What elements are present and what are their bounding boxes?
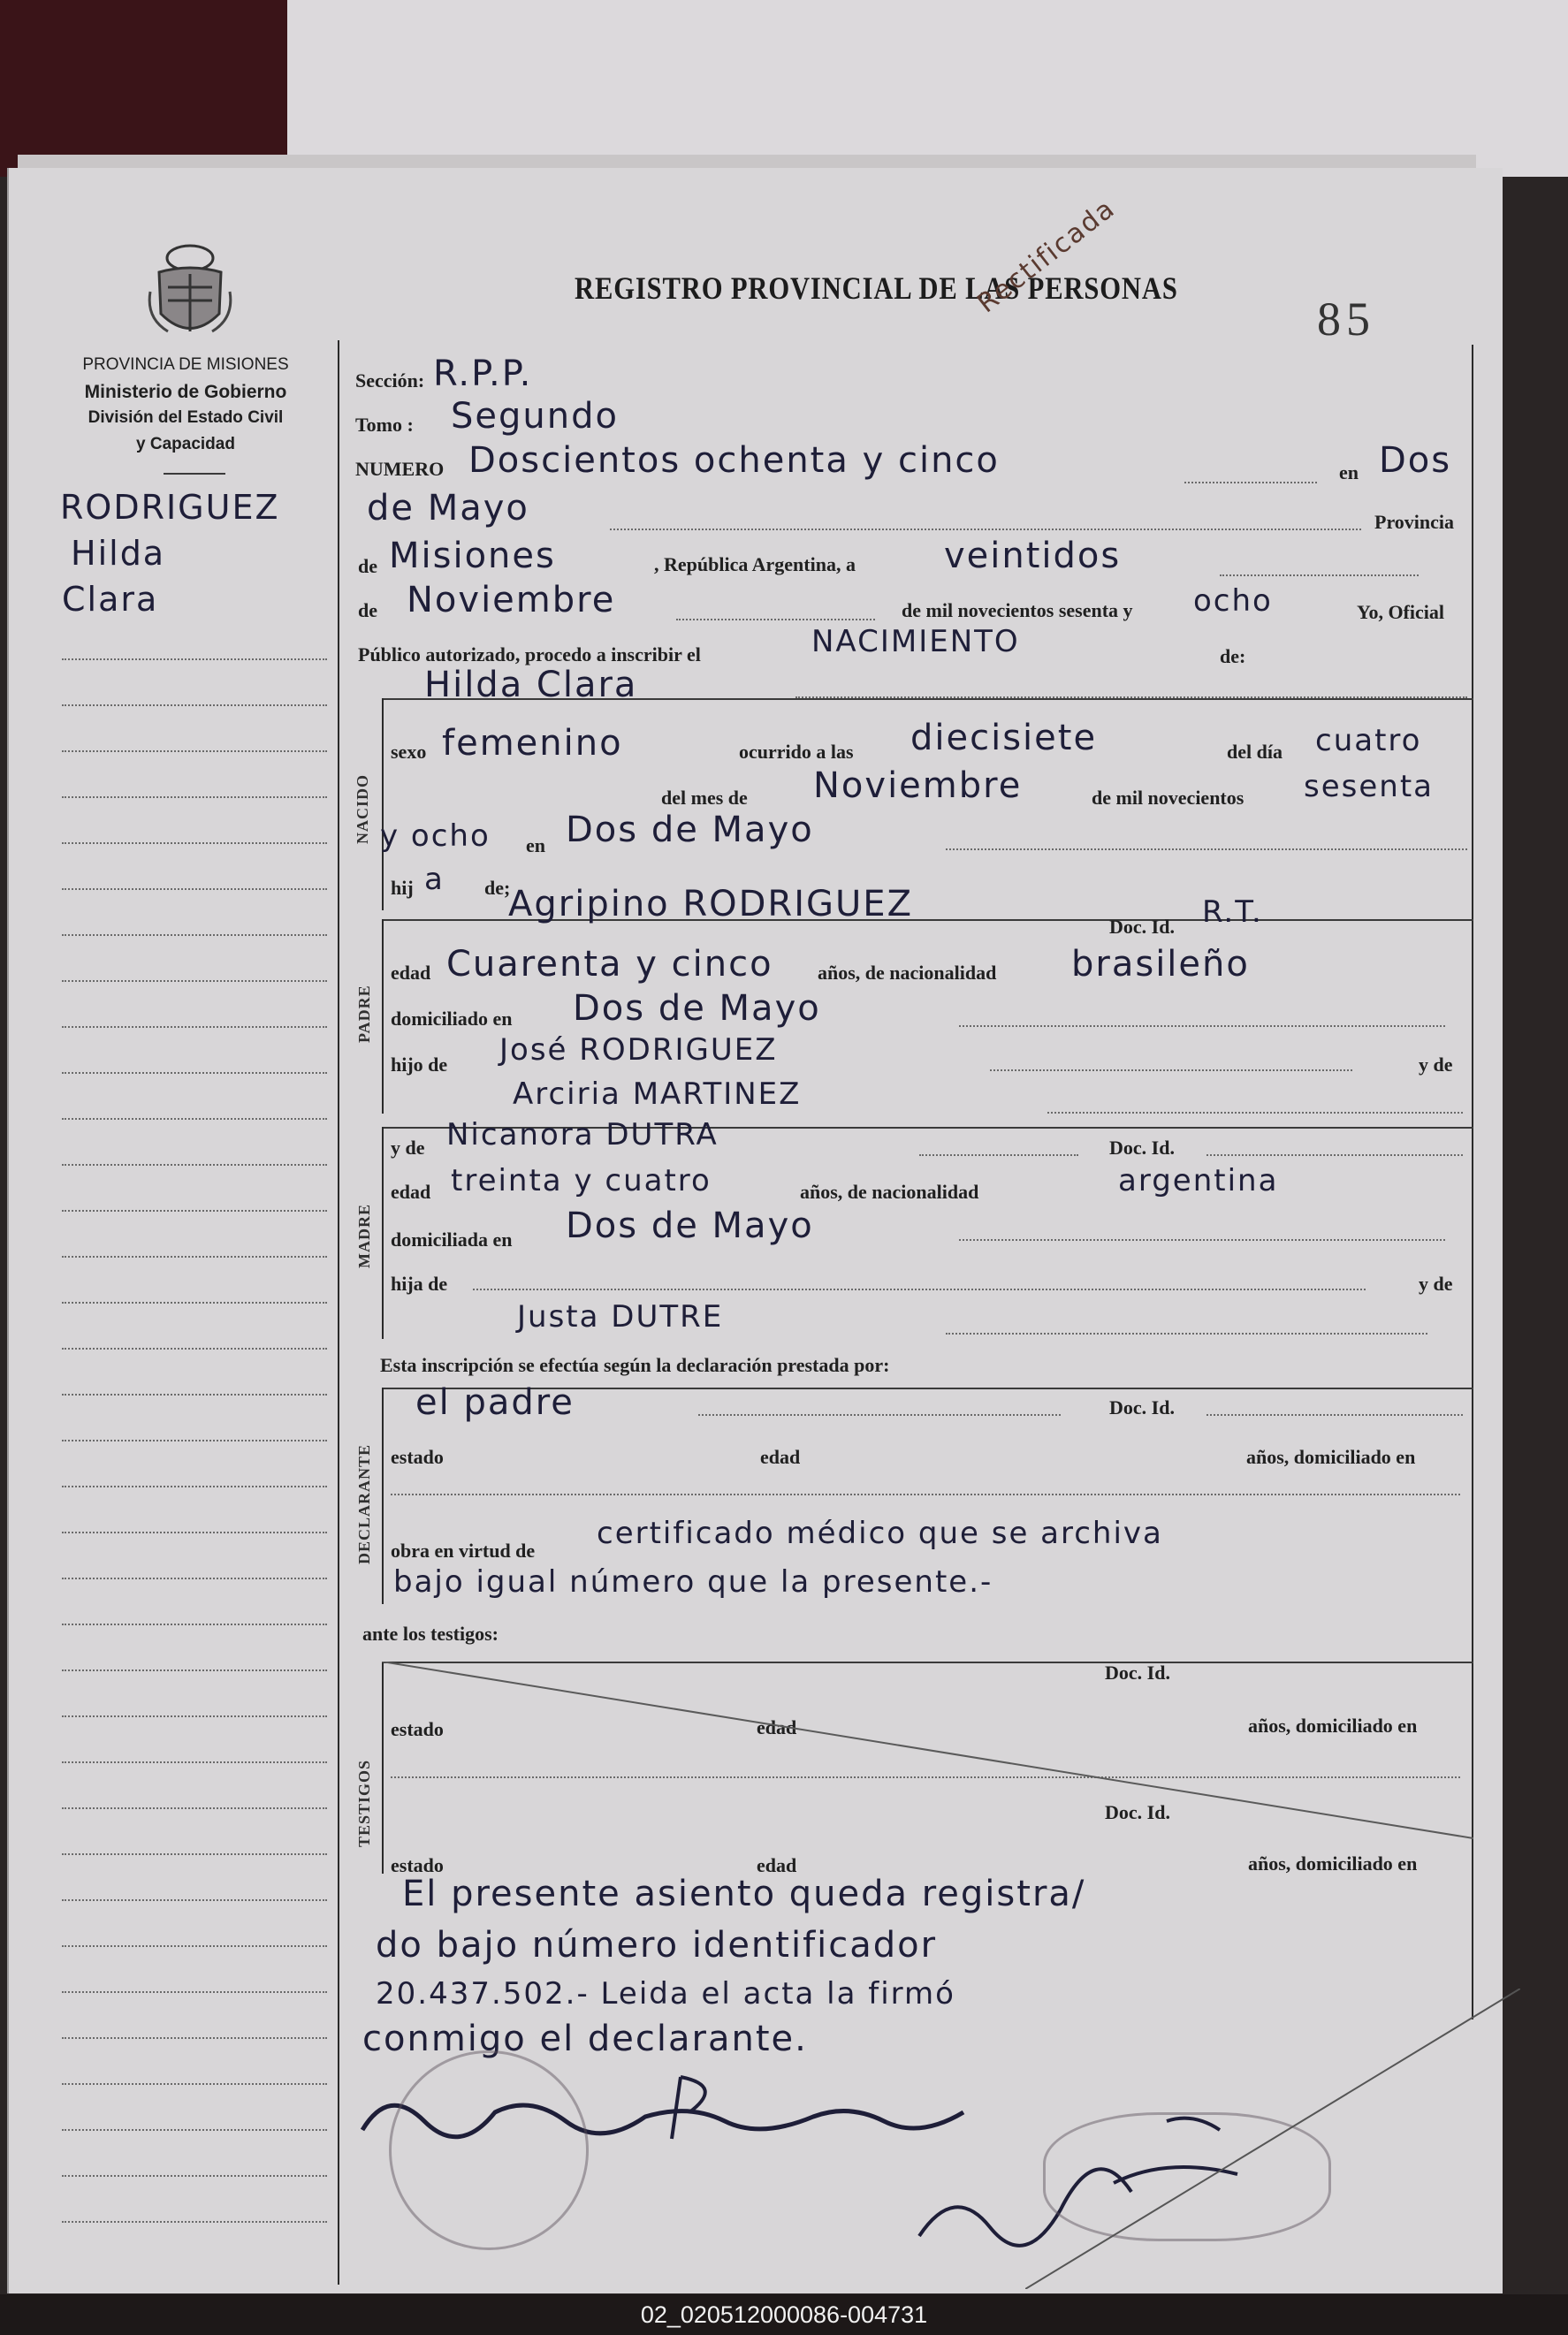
box-line	[382, 698, 384, 910]
ministry-heading: Ministerio de Gobierno	[84, 382, 287, 402]
label-edad-padre: edad	[391, 962, 431, 984]
value-obra-1: certificado médico que se archiva	[597, 1516, 1163, 1551]
margin-line	[62, 658, 327, 660]
label-de: de	[358, 555, 377, 577]
label-dom-padre: domiciliado en	[391, 1008, 513, 1030]
closing-stroke	[1025, 1989, 1520, 2289]
note-line-1: El presente asiento queda registra/	[402, 1874, 1086, 1914]
note-line-4: conmigo el declarante.	[362, 2019, 808, 2059]
value-provincia: Misiones	[389, 536, 556, 576]
coat-of-arms-icon	[141, 239, 239, 345]
margin-line	[62, 1761, 327, 1763]
label-publico: Público autorizado, procedo a inscribir el	[358, 643, 701, 666]
margin-line	[62, 2221, 327, 2223]
label-numero: NUMERO	[355, 458, 445, 480]
label-estado-t1: estado	[391, 1718, 444, 1740]
label-doc-padre: Doc. Id.	[1109, 916, 1175, 938]
value-declarante: el padre	[415, 1382, 575, 1423]
margin-line	[62, 1578, 327, 1579]
margin-line	[62, 1945, 327, 1947]
dotline	[959, 1239, 1445, 1241]
margin-line	[62, 1256, 327, 1258]
image-id: 02_020512000086-004731	[0, 2294, 1568, 2335]
margin-rule	[338, 340, 339, 2285]
value-anio-nac: sesenta	[1304, 769, 1434, 804]
value-abuelo-p: José RODRIGUEZ	[499, 1032, 778, 1068]
label-en: en	[1339, 461, 1359, 483]
label-obra: obra en virtud de	[391, 1540, 536, 1562]
label-del-dia: del día	[1227, 741, 1283, 763]
margin-line	[62, 1853, 327, 1855]
margin-line	[62, 1624, 327, 1625]
dotline	[676, 619, 875, 620]
margin-line	[62, 1991, 327, 1993]
value-lugar: de Mayo	[367, 488, 529, 529]
division-heading-2: y Capacidad	[136, 435, 235, 453]
margin-name-2: Clara	[62, 580, 159, 619]
label-estado-t2: estado	[391, 1854, 444, 1876]
value-lugar-nac: Dos de Mayo	[566, 810, 814, 850]
heading-rule	[164, 473, 225, 475]
value-nombre: Hilda Clara	[424, 665, 638, 705]
margin-line	[62, 2175, 327, 2177]
label-yo-oficial: Yo, Oficial	[1357, 601, 1444, 623]
margin-line	[62, 1532, 327, 1533]
margin-line	[62, 980, 327, 982]
label-republica: , República Argentina, a	[654, 553, 856, 575]
strike-line	[382, 1662, 1473, 1874]
margin-line	[62, 1486, 327, 1487]
label-edad-t1: edad	[757, 1716, 797, 1738]
label-sexo: sexo	[391, 741, 427, 763]
value-padre-nac: brasileño	[1071, 944, 1250, 985]
dotline	[1184, 482, 1317, 483]
note-line-2: do bajo número identificador	[376, 1925, 938, 1966]
value-en: Dos	[1379, 440, 1452, 481]
box-line	[382, 919, 384, 1114]
value-padre-edad: Cuarenta y cinco	[446, 944, 773, 985]
rectificada-note: Rectificada	[971, 193, 1122, 320]
value-dia-nac: cuatro	[1315, 723, 1422, 758]
value-abuela-m: Justa DUTRE	[517, 1299, 724, 1335]
label-doc-decl: Doc. Id.	[1109, 1396, 1175, 1418]
label-edad-decl: edad	[760, 1446, 801, 1468]
margin-surname: RODRIGUEZ	[60, 488, 280, 527]
value-seccion: R.P.P.	[433, 354, 533, 394]
value-madre-dom: Dos de Mayo	[566, 1206, 814, 1246]
dotline	[919, 1154, 1078, 1156]
margin-line	[62, 1715, 327, 1717]
note-line-3: 20.437.502.- Leida el acta la firmó	[376, 1976, 955, 2012]
label-de-mes: de	[358, 599, 377, 621]
margin-line	[62, 1072, 327, 1074]
dotline	[473, 1289, 1366, 1290]
official-stamp	[389, 2050, 589, 2250]
dotline	[795, 696, 1467, 698]
folio-number: 85	[1317, 293, 1375, 346]
margin-line	[62, 1669, 327, 1671]
value-anio: ocho	[1193, 583, 1273, 619]
value-mes-nac: Noviembre	[813, 765, 1023, 806]
box-line	[382, 1388, 384, 1604]
label-y-de-m: y de	[391, 1137, 425, 1159]
margin-line	[62, 1302, 327, 1304]
section-madre: MADRE	[355, 1204, 373, 1268]
value-anio-nac-2: y ocho	[380, 818, 491, 854]
margin-line	[62, 1440, 327, 1441]
label-estado-decl: estado	[391, 1446, 444, 1468]
dotline	[391, 1494, 1460, 1495]
label-dom-madre: domiciliada en	[391, 1228, 513, 1251]
margin-line	[62, 888, 327, 890]
value-padre-doc: R.T.	[1202, 894, 1263, 930]
background	[287, 0, 1568, 177]
dotline	[1047, 1112, 1463, 1114]
division-heading: División del Estado Civil	[88, 408, 284, 427]
dotline	[1220, 574, 1419, 576]
dotline	[959, 1025, 1445, 1027]
label-ocurrido: ocurrido a las	[739, 741, 854, 763]
margin-line	[62, 1394, 327, 1396]
margin-name-1: Hilda	[71, 534, 166, 573]
margin-line	[62, 842, 327, 844]
value-numero: Doscientos ochenta y cinco	[468, 440, 1000, 481]
section-declarante: DECLARANTE	[355, 1443, 373, 1564]
label-esta-inscripcion: Esta inscripción se efectúa según la declaración prestada por:	[380, 1354, 890, 1376]
dotline	[698, 1414, 1061, 1416]
margin-line	[62, 2083, 327, 2085]
label-hija-de: hija de	[391, 1273, 448, 1295]
box-line	[382, 1127, 384, 1339]
label-anos-dom-t2: años, domiciliado en	[1248, 1852, 1418, 1875]
value-hora: diecisiete	[910, 718, 1098, 758]
province-heading: PROVINCIA DE MISIONES	[82, 355, 289, 374]
value-obra-2: bajo igual número que la presente.-	[393, 1564, 993, 1600]
value-acto: NACIMIENTO	[811, 624, 1020, 659]
value-dia: veintidos	[944, 536, 1122, 576]
label-del-mes: del mes de	[661, 787, 748, 809]
value-madre-nac: argentina	[1118, 1163, 1279, 1198]
label-mil-sesenta: de mil novecientos sesenta y	[902, 599, 1133, 621]
label-en-nac: en	[526, 834, 545, 856]
book-cover-corner	[0, 0, 287, 177]
dotline	[610, 529, 1361, 530]
margin-line	[62, 2037, 327, 2039]
label-anos-dom-decl: años, domiciliado en	[1246, 1446, 1416, 1468]
label-nac-madre: años, de nacionalidad	[800, 1181, 979, 1203]
margin-line	[62, 1899, 327, 1901]
label-provincia: Provincia	[1374, 511, 1455, 533]
section-testigos: TESTIGOS	[355, 1759, 373, 1847]
label-edad-t2: edad	[757, 1854, 797, 1876]
value-mes: Noviembre	[407, 580, 616, 620]
margin-line	[62, 934, 327, 936]
margin-line	[62, 796, 327, 798]
dotline	[946, 1333, 1427, 1335]
dotline	[1206, 1154, 1463, 1156]
value-madre-edad: treinta y cuatro	[451, 1163, 712, 1198]
value-madre: Nicanora DUTRA	[446, 1117, 719, 1152]
value-tomo: Segundo	[451, 396, 619, 437]
margin-line	[62, 1026, 327, 1028]
label-hij: hij	[391, 877, 414, 899]
section-padre: PADRE	[355, 985, 373, 1043]
label-doc-madre: Doc. Id.	[1109, 1137, 1175, 1159]
margin-line	[62, 1348, 327, 1350]
section-nacido: NACIDO	[354, 773, 371, 844]
margin-line	[62, 1118, 327, 1120]
label-de-acto: de:	[1220, 645, 1246, 667]
dotline	[990, 1069, 1352, 1071]
label-anos-dom-t1: años, domiciliado en	[1248, 1715, 1418, 1737]
dotline	[946, 848, 1467, 850]
label-y-de-p: y de	[1419, 1053, 1453, 1076]
value-padre-dom: Dos de Mayo	[573, 988, 821, 1029]
margin-line	[62, 1164, 327, 1166]
label-seccion: Sección:	[355, 369, 425, 392]
page-title: REGISTRO PROVINCIAL DE LAS PERSONAS	[575, 270, 1178, 306]
margin-line	[62, 2129, 327, 2131]
dotline	[1206, 1414, 1463, 1416]
margin-line	[62, 1807, 327, 1809]
label-y-de-m2: y de	[1419, 1273, 1453, 1295]
margin-line	[62, 1210, 327, 1212]
value-sexo: femenino	[442, 723, 623, 764]
label-doc-t2: Doc. Id.	[1105, 1801, 1170, 1823]
label-ante-testigos: ante los testigos:	[362, 1623, 499, 1645]
label-de-hij: de;	[484, 877, 511, 899]
label-doc-t1: Doc. Id.	[1105, 1662, 1170, 1684]
label-de-mil-nov: de mil novecientos	[1092, 787, 1245, 809]
label-nac-padre: años, de nacionalidad	[818, 962, 997, 984]
value-hij: a	[424, 862, 445, 897]
label-tomo: Tomo :	[355, 414, 414, 436]
value-abuela-p: Arciria MARTINEZ	[513, 1076, 802, 1112]
label-hijo-de: hijo de	[391, 1053, 448, 1076]
value-padre: Agripino RODRIGUEZ	[508, 884, 913, 924]
margin-line	[62, 750, 327, 752]
margin-line	[62, 704, 327, 706]
label-edad-madre: edad	[391, 1181, 431, 1203]
